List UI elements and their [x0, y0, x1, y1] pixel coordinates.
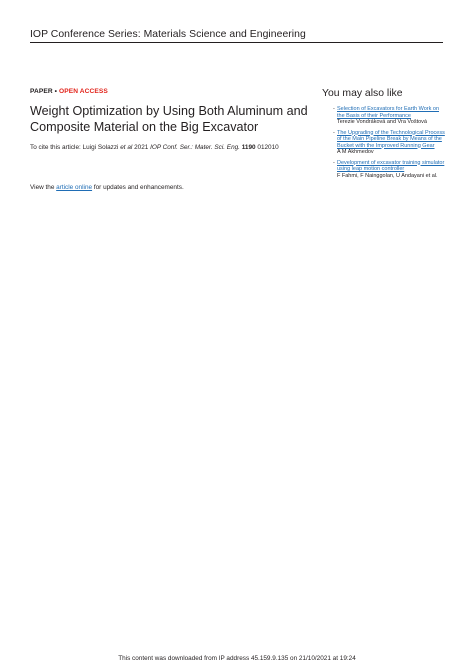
paper-type-label: PAPER — [30, 88, 53, 95]
header-divider — [30, 42, 443, 43]
related-sidebar — [322, 88, 447, 183]
cite-article-number: 012010 — [255, 144, 279, 152]
view-before: View the — [30, 184, 57, 191]
sidebar-title: You may also like — [322, 88, 403, 99]
cite-etal: et al — [120, 144, 133, 152]
type-separator: • — [52, 88, 60, 95]
paper-type-line — [30, 88, 315, 95]
citation — [30, 144, 315, 151]
article-title: Weight Optimization by Using Both Aluminum and Composite Material on the Big Excavator — [30, 104, 308, 134]
open-access-label: OPEN ACCESS — [59, 88, 108, 95]
related-item — [322, 160, 447, 180]
cite-journal: IOP Conf. Ser.: Mater. Sci. Eng. — [150, 144, 240, 152]
related-title-link[interactable]: Selection of Excavators for Earth Work on the Basis of their Performance — [337, 106, 439, 119]
related-list — [322, 106, 447, 179]
article-online-link[interactable]: article online — [56, 184, 93, 191]
view-after: for updates and enhancements. — [92, 184, 184, 191]
view-online-line — [30, 184, 184, 191]
related-item — [322, 106, 447, 126]
related-authors: Terezie Vondráková and Vra Voštová — [337, 119, 427, 125]
bullet-dash: - — [333, 159, 335, 166]
related-authors: F Fahmi, F Nainggolan, U Andayani et al. — [337, 172, 438, 179]
cite-year: 2021 — [132, 144, 151, 152]
journal-title: IOP Conference Series: Materials Science and Engineering — [30, 29, 306, 40]
cite-volume: 1190 — [241, 144, 256, 152]
download-footer: This content was downloaded from IP address 45.159.9.135 on 21/10/2021 at 19:24 — [118, 655, 356, 662]
bullet-dash: - — [333, 106, 335, 112]
paper-main — [30, 88, 315, 151]
related-title-link[interactable]: The Upgrading of the Technological Process of the Main Pipeline Break by Means of the Bucket with the Improved Running Gear — [337, 129, 445, 149]
related-title-link[interactable]: Development of excavator training simulator using leap motion controller — [337, 159, 445, 172]
related-item — [322, 130, 447, 156]
related-authors: A M Akhmedov — [337, 149, 374, 155]
bullet-dash: - — [333, 129, 335, 136]
cite-prefix: To cite this article: Luigi Solazzi — [30, 144, 121, 152]
